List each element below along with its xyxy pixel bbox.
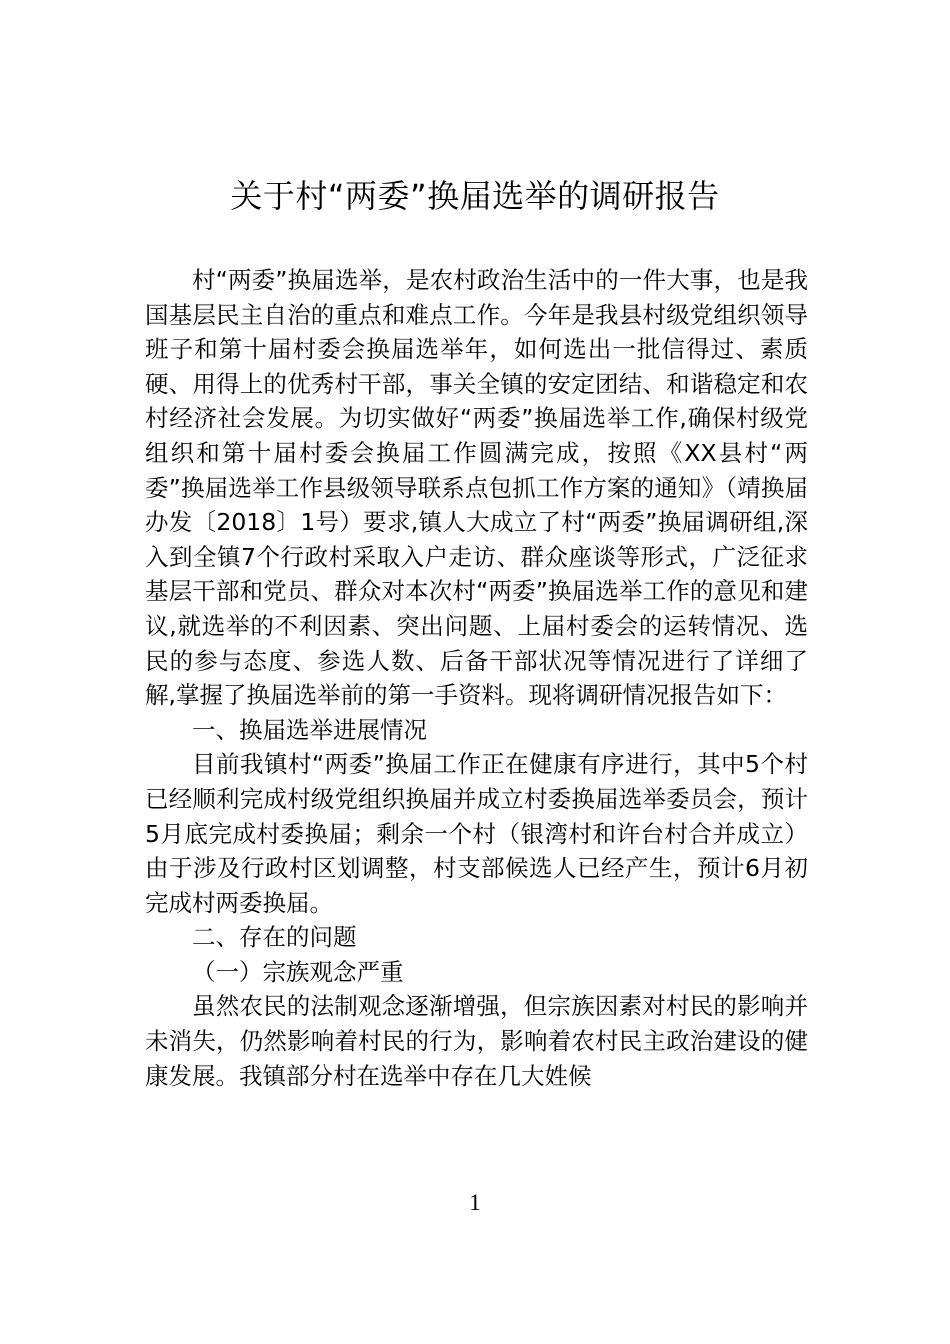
page-number: 1 [469, 1190, 481, 1215]
progress-paragraph: 目前我镇村“两委”换届工作正在健康有序进行，其中5个村已经顺利完成村级党组织换届并成立村委换届选举委员会，预计5月底完成村委换届；剩余一个村（银湾村和许台村合并成立）由于涉及行政村区划调整，村支部候选人已经产生，预计6月初完成村两委换届。 [145, 750, 808, 917]
subsection-heading-clan: （一）宗族观念严重 [192, 957, 404, 986]
intro-paragraph: 村“两委”换届选举，是农村政治生活中的一件大事，也是我国基层民主自治的重点和难点工作。今年是我县村级党组织领导班子和第十届村委会换届选举年，如何选出一批信得过、素质硬、用得上的优秀村干部，事关全镇的安定团结、和谐稳定和农村经济社会发展。为切实做好“两委”换届选举工作,确保村级党组织和第十届村委会换届工作圆满完成，按照《XX县村“两委”换届选举工作县级领导联系点包抓工作方案的通知》（靖换届办发〔2018〕1号）要求,镇人大成立了村“两委”换届调研组,深入到全镇7个行政村采取入户走访、群众座谈等形式，广泛征求基层干部和党员、群众对本次村“两委”换届选举工作的意见和建议,就选举的不利因素、突出问题、上届村委会的运转情况、选民的参与态度、参选人数、后备干部状况等情况进行了详细了解,掌握了换届选举前的第一手资料。现将调研情况报告如下： [145, 266, 808, 710]
clan-paragraph: 虽然农民的法制观念逐渐增强，但宗族因素对村民的影响并未消失，仍然影响着村民的行为，影响着农村民主政治建设的健康发展。我镇部分村在选举中存在几大姓候 [145, 992, 808, 1090]
document-body [145, 263, 808, 1093]
section-heading-progress: 一、换届选举进展情况 [192, 715, 427, 744]
section-heading-problems: 二、存在的问题 [192, 923, 357, 952]
document-title: 关于村“两委”换届选举的调研报告 [230, 177, 720, 215]
